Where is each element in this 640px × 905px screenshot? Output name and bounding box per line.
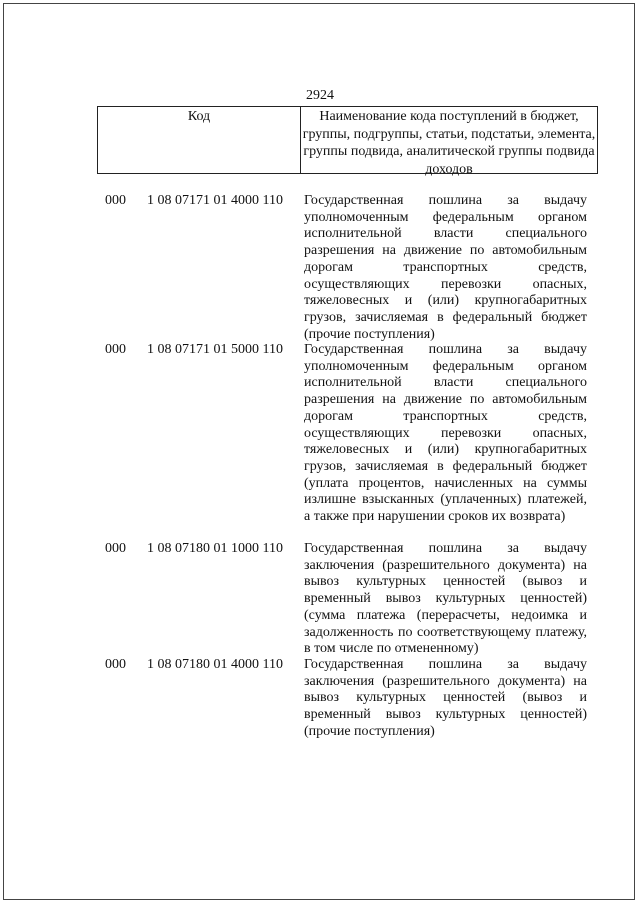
revenue-code: 1 08 07171 01 4000 110 — [147, 193, 283, 208]
revenue-code: 1 08 07180 01 4000 110 — [147, 657, 283, 672]
admin-code: 000 — [105, 193, 126, 208]
admin-code: 000 — [105, 342, 126, 357]
revenue-name: Государственная пошлина за выдачу заключения (разрешительного документа) на вывоз культурных ценностей (вывоз и временный вывоз культурных ценностей) (сумма платежа (перерасчеты, недоимка и задолженность по соответствующему платежу, в том числе по отмененному) — [304, 541, 587, 657]
revenue-code: 1 08 07171 01 5000 110 — [147, 342, 283, 357]
admin-code: 000 — [105, 657, 126, 672]
table-header — [97, 106, 598, 177]
revenue-name: Государственная пошлина за выдачу заключения (разрешительного документа) на вывоз культурных ценностей (вывоз и временный вывоз культурных ценностей) (прочие поступления) — [304, 657, 587, 739]
revenue-code: 1 08 07180 01 1000 110 — [147, 541, 283, 556]
header-code-column: Код — [98, 107, 301, 173]
header-name-column: Наименование кода поступлений в бюджет, группы, подгруппы, статьи, подстатьи, элемента, группы подвида, аналитической группы подвида доходов — [302, 109, 596, 177]
revenue-name: Государственная пошлина за выдачу уполномоченным федеральным органом исполнительной власти специального разрешения на движение по автомобильным дорогам транспортных средств, осуществляющих перевозки опасных, тяжеловесных и (или) крупногабаритных грузов, зачисляемая в федеральный бюджет (прочие поступления) — [304, 193, 587, 342]
revenue-name: Государственная пошлина за выдачу уполномоченным федеральным органом исполнительной власти специального разрешения на движение по автомобильным дорогам транспортных средств, осуществляющих перевозки опасных, тяжеловесных и (или) крупногабаритных грузов, зачисляемая в федеральный бюджет (уплата процентов, начисленных на суммы излишне взысканных (уплаченных) платежей, а также при нарушении сроков их возврата) — [304, 342, 587, 525]
admin-code: 000 — [105, 541, 126, 556]
page-number: 2924 — [306, 88, 334, 103]
